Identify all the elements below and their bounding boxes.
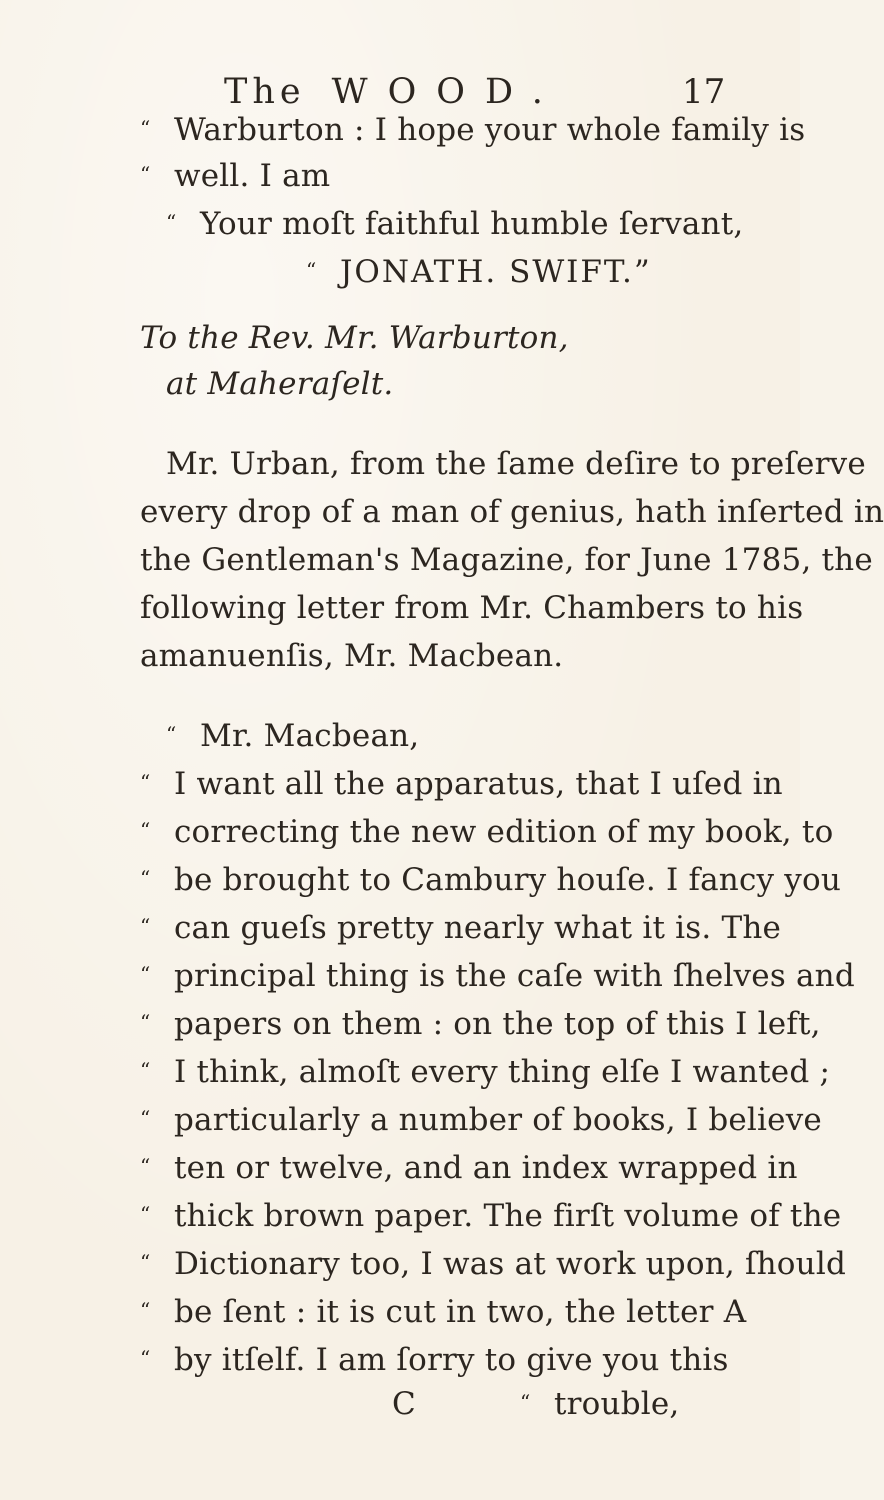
signature-text: JONATH. SWIFT.” (340, 254, 652, 290)
header-title-the: The (224, 72, 306, 112)
quote-mark: “ (140, 1202, 151, 1226)
line-text: I think, almoſt every thing elſe I wanted ; (174, 1054, 831, 1090)
text-line (140, 908, 781, 948)
line-text: can gueſs pretty nearly what it is. The (174, 910, 782, 946)
line-text: following letter from Mr. Chambers to his (140, 590, 804, 626)
line-text: particularly a number of books, I believe (174, 1102, 822, 1138)
line-text: papers on them : on the top of this I left, (174, 1006, 821, 1042)
quote-mark: “ (140, 770, 151, 794)
signature-line (306, 252, 652, 292)
line-text: Dictionary too, I was at work upon, ſhould (174, 1246, 846, 1282)
quote-mark: “ (166, 722, 177, 746)
page-number: 17 (682, 72, 726, 112)
signature-mark: C (392, 1386, 416, 1422)
catchword-text: trouble, (554, 1386, 680, 1422)
quote-mark: “ (306, 258, 319, 282)
text-line (140, 1004, 821, 1044)
quote-mark: “ (140, 1298, 151, 1322)
text-line (140, 1244, 846, 1284)
text-line (140, 1052, 830, 1092)
text-line (140, 764, 783, 804)
text-line (140, 540, 873, 580)
text-line (140, 492, 884, 532)
address-line (140, 318, 569, 358)
line-text: well. I am (174, 158, 331, 194)
text-line (140, 110, 805, 150)
quote-mark: “ (140, 1010, 151, 1034)
quote-mark: “ (520, 1390, 531, 1414)
line-text: the Gentleman's Magazine, for June 1785, the (140, 542, 873, 578)
line-text: I want all the apparatus, that I uſed in (174, 766, 783, 802)
line-text: thick brown paper. The firſt volume of the (174, 1198, 842, 1234)
text-line (166, 204, 743, 244)
header-title-wood: WOOD. (331, 72, 563, 112)
text-line (140, 156, 330, 196)
line-text: be brought to Cambury houſe. I fancy you (174, 862, 842, 898)
quote-mark: “ (140, 866, 151, 890)
line-text: ten or twelve, and an index wrapped in (174, 1150, 798, 1186)
quote-mark: “ (140, 1250, 151, 1274)
text-line (166, 444, 866, 484)
quote-mark: “ (140, 1154, 151, 1178)
text-line (140, 1100, 822, 1140)
line-text: Your moſt faithful humble ſervant, (200, 206, 744, 242)
quote-mark: “ (140, 1058, 151, 1082)
line-text: by itſelf. I am ſorry to give you this (174, 1342, 729, 1378)
quote-mark: “ (166, 210, 177, 234)
text-line (140, 812, 833, 852)
text-line (140, 1196, 841, 1236)
line-text: every drop of a man of genius, hath inſerted in (140, 494, 884, 530)
text-line (140, 588, 803, 628)
text-line (140, 636, 563, 676)
line-text: principal thing is the caſe with ſhelves and (174, 958, 855, 994)
text-line (140, 956, 855, 996)
line-text: Mr. Macbean, (200, 718, 420, 754)
text-line (140, 1292, 746, 1332)
quote-mark: “ (140, 116, 151, 140)
address-line (166, 364, 393, 404)
text-line (140, 1148, 798, 1188)
text-line (140, 860, 841, 900)
line-text: Warburton : I hope your whole family is (174, 112, 806, 148)
text-line (140, 1340, 729, 1380)
line-text: amanuenſis, Mr. Macbean. (140, 638, 564, 674)
running-header (224, 72, 563, 112)
text-line (166, 716, 419, 756)
line-text: To the Rev. Mr. Warburton, (140, 320, 569, 356)
line-text: be ſent : it is cut in two, the letter A (174, 1294, 747, 1330)
line-text: correcting the new edition of my book, to (174, 814, 834, 850)
line-text: Mr. Urban, from the ſame deſire to preſerve (166, 446, 866, 482)
catchword (520, 1384, 679, 1424)
line-text: at Maheraſelt. (166, 366, 394, 402)
quote-mark: “ (140, 914, 151, 938)
quote-mark: “ (140, 1346, 151, 1370)
quote-mark: “ (140, 1106, 151, 1130)
quote-mark: “ (140, 818, 151, 842)
quote-mark: “ (140, 162, 151, 186)
quote-mark: “ (140, 962, 151, 986)
